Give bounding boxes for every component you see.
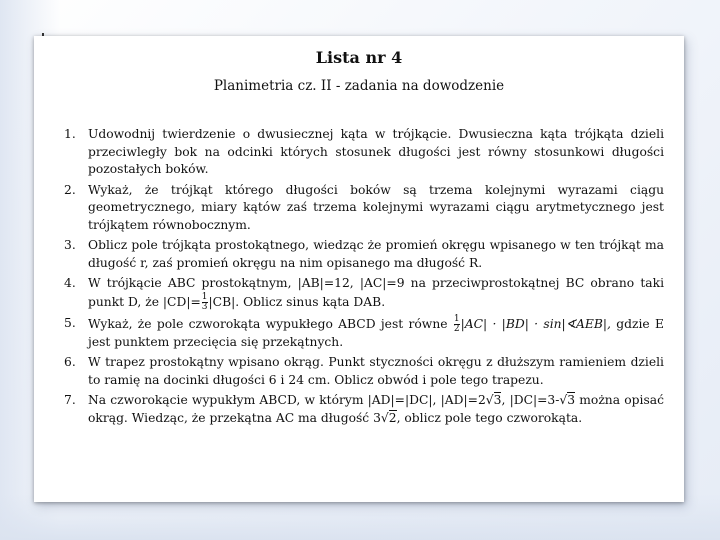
- page-title: Lista nr 4: [315, 48, 403, 67]
- task-text-part: , oblicz pole tego czworokąta.: [396, 410, 583, 425]
- task-text: W trapez prostokątny wpisano okrąg. Punkt styczności okręgu z dłuższym ramieniem dzieli to ramię na docinki długości 6 i 24 cm. Oblicz obwód i pole tego trapezu.: [88, 355, 664, 387]
- task-number: 2.: [64, 182, 76, 197]
- task-item: [64, 275, 664, 312]
- fraction-numerator: 1: [453, 313, 460, 324]
- task-item: [64, 182, 664, 235]
- fraction-numerator: 1: [201, 291, 208, 302]
- task-item: [64, 392, 664, 427]
- task-text-part: W trójkącie ABC prostokątnym, |AB|=12, |AC|=9 na przeciwprostokątnej BC obrano taki punkt D, że |CD|=: [88, 276, 664, 309]
- task-text: [88, 315, 664, 352]
- radicand: 2: [388, 410, 397, 425]
- task-item: [64, 126, 664, 179]
- task-number: 7.: [64, 393, 76, 407]
- task-number: 6.: [64, 355, 76, 369]
- task-text: Wykaż, że trójkąt którego długości boków są trzema kolejnymi wyrazami ciągu geometrycznego, miary kątów zaś trzema kolejnymi wyrazami ciągu arytmetycznego jest trójkątem równobocznym.: [88, 182, 664, 232]
- radicand: 3: [493, 393, 502, 407]
- fraction-denominator: 2: [453, 323, 460, 334]
- task-text-part: , |DC|=3-√: [501, 393, 568, 407]
- fraction-denominator: 3: [201, 301, 208, 312]
- task-text: [88, 275, 664, 312]
- task-text-part: |CB|. Oblicz sinus kąta DAB.: [208, 294, 386, 309]
- page-subtitle: Planimetria cz. II - zadania na dowodzenie: [213, 78, 505, 94]
- task-item: [64, 354, 664, 389]
- fraction: [202, 293, 208, 312]
- task-item: [64, 315, 664, 352]
- task-number: 1.: [64, 127, 76, 141]
- task-item: [64, 237, 664, 272]
- task-text-part: Wykaż, że pole czworokąta wypukłego ABCD jest równe: [88, 316, 448, 331]
- task-number: 5.: [64, 315, 76, 330]
- task-text-part: Na czworokącie wypukłym ABCD, w którym |AD|=|DC|, |AD|=2√: [88, 393, 494, 407]
- radicand: 3: [567, 393, 576, 407]
- task-text: [88, 392, 664, 427]
- document-page: [34, 36, 684, 502]
- task-text-part: gdzie E jest punktem przecięcia się przekątnych.: [88, 316, 664, 349]
- task-text: Oblicz pole trójkąta prostokątnego, wiedząc że promień okręgu wpisanego w ten trójkąt ma długość r, zaś promień okręgu na nim opisanego ma długość R.: [88, 238, 664, 270]
- math-expression: |AC| · |BD| · sin|∢AEB|,: [460, 316, 611, 331]
- task-text: Udowodnij twierdzenie o dwusiecznej kąta w trójkącie. Dwusieczna kąta trójkąta dzieli przeciwległy bok na odcinki których stosunek długości jest równy stosunkowi długości pozostałych boków.: [88, 127, 664, 176]
- task-number: 4.: [64, 276, 76, 290]
- fraction: [454, 315, 460, 334]
- task-number: 3.: [64, 238, 76, 252]
- task-text-part: można opisać okrąg. Wiedząc, że przekątna AC ma długość 3√: [88, 393, 664, 425]
- task-list: [64, 126, 664, 430]
